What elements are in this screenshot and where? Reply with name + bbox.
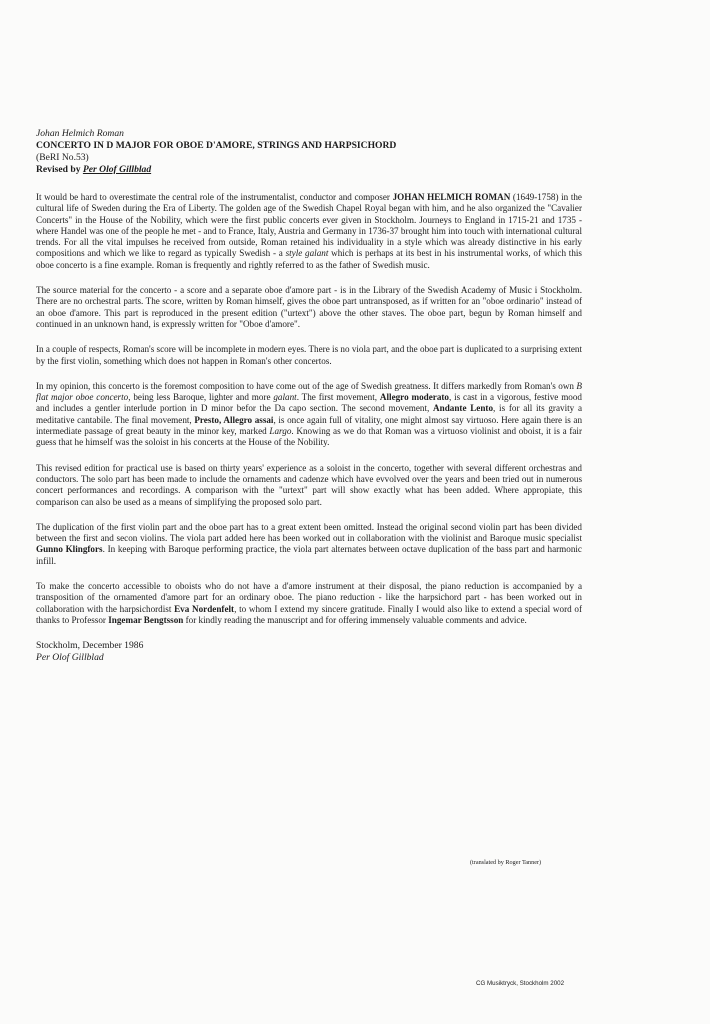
catalog-number: (BeRI No.53) xyxy=(36,152,89,163)
style-term: style galant xyxy=(285,248,329,259)
person-name: Ingemar Bengtsson xyxy=(108,614,184,625)
work-title: B flat major oboe concerto xyxy=(36,380,582,403)
revised-by-line xyxy=(36,164,582,176)
composer-bold: JOHAN HELMICH ROMAN xyxy=(392,192,511,202)
movement-name: Allegro moderato xyxy=(379,392,449,403)
text-run: which is perhaps at its best in his instrumental works, of which this oboe concerto is a fine example. Roman is frequently and rightly referred to as the father of Swedish music. xyxy=(36,248,582,270)
text-run: , is cast in a vigorous, festive mood and includes a gentler interlude portion in D minor befor the Da capo section. The second movement, xyxy=(36,392,582,414)
document-header xyxy=(36,128,582,176)
style-term: galant xyxy=(273,392,297,403)
signature-block xyxy=(36,640,582,664)
text-run: . Knowing as we do that Roman was a virtuoso violinist and oboist, it is a fair guess that he himself was the soloist in his concerts at the House of the Nobility. xyxy=(36,426,582,448)
paragraph-introduction xyxy=(36,192,582,271)
text-run: for kindly reading the manuscript and for offering immensely valuable comments and advice. xyxy=(183,614,527,625)
person-name: Eva Nordenfelt xyxy=(174,603,235,614)
composer-name: Johan Helmich Roman xyxy=(36,128,124,139)
text-run: . In keeping with Baroque performing practice, the viola part alternates between octave duplication of the bass part and harmonic infill. xyxy=(36,544,582,566)
movement-name: Presto, Allegro assai xyxy=(194,414,274,425)
text-run: , to whom I extend my sincere gratitude. Finally I would also like to extend a special word of thanks to Professor xyxy=(36,603,582,625)
paragraph-source-material: The source material for the concerto - a score and a separate oboe d'amore part - is in the Library of the Swedish Academy of Music i Stockholm. There are no orchestral parts. The score, written by Roman himself, gives the oboe part untransposed, as if written for an "oboe ordinario" instead of an oboe d'amore. This part is reproduced in the present edition ("urtext") above the other staves. The oboe part, begun by Roman himself and continued in an unknown hand, is expressly written for "Oboe d'amore". xyxy=(36,285,582,329)
paragraph-revised-edition: This revised edition for practical use is based on thirty years' experience as a soloist in the concerto, together with several different orchestras and conductors. The solo part has been made to include the ornaments and cadenze which have evvolved over the years and been tried out in numerous concert performances and recordings. A comparison with the "urtext" part will show exactly what has been added. Where appropiate, this comparison can also be used as a means of simplifying the proposed solo part. xyxy=(36,462,582,507)
paragraph-incomplete-score: In a couple of respects, Roman's score will be incomplete in modern eyes. There is no viola part, and the oboe part is duplicated to a surprising extent by the first violin, something which does not happen in Roman's other concertos. xyxy=(36,344,582,366)
paragraph-acknowledgements xyxy=(36,581,582,626)
text-run: , is for all its gravity a meditative cantabile. The final movement, xyxy=(36,403,582,425)
place-date: Stockholm, December 1986 xyxy=(36,640,144,652)
text-run: To make the concerto accessible to oboists who do not have a d'amore instrument at their disposal, the piano reduction is accompanied by a transposition of the ornamented d'amore part for an ordinary oboe. The piano reduction - like the harpsichord part - has been worked out in collaboration with the harpsichordist xyxy=(36,581,582,614)
translator-credit: (translated by Roger Tanner) xyxy=(470,859,542,866)
paragraph-opinion xyxy=(36,381,582,449)
signature-name: Per Olof Gillblad xyxy=(36,652,104,664)
tempo-term: Largo xyxy=(269,426,292,437)
person-name: Gunno Klingfors xyxy=(36,544,103,555)
text-run: , being less Baroque, lighter and more xyxy=(128,392,274,403)
movement-name: Andante Lento xyxy=(433,403,494,414)
concerto-title: CONCERTO IN D MAJOR FOR OBOE D'AMORE, STRINGS AND HARPSICHORD xyxy=(36,140,397,151)
revised-by-label: Revised by xyxy=(36,164,83,175)
publisher-footer: CG Musiktryck, Stockholm 2002 xyxy=(476,980,565,987)
text-run: . The first movement, xyxy=(296,392,380,403)
document-body xyxy=(36,128,582,664)
text-run: , is once again full of vitality, one might almost say virtuoso. Here again there is an intermediate passage of great beauty in the minor key, marked xyxy=(36,414,583,437)
text-run: It would be hard to overestimate the central role of the instrumentalist, conductor and composer xyxy=(36,192,393,202)
paragraph-duplication xyxy=(36,522,582,567)
text-run: The duplication of the first violin part and the oboe part has to a great extent been omitted. Instead the original second violin part has been divided between the first and secon violins. The viola part added here has been worked out in collaboration with the violinist and Baroque music specialist xyxy=(36,521,582,544)
text-run: In my opinion, this concerto is the foremost composition to have come out of the age of Swedish greatness. It differs markedly from Roman's own xyxy=(36,380,577,391)
text-run: (1649-1758) in the cultural life of Sweden during the Era of Liberty. The golden age of the Swedish Chapel Royal began with him, and he also organized the "Cavalier Concerts" in the House of the Nobility, which were the first public concerts ever given in Stockholm. Journeys to England in 1715-21 and 1735 - where Handel was one of the people he met - and to France, Italy, Austria and Germany in 1736-37 brought him into touch with international cultural trends. For all the vital impulses he received from outside, Roman retained his individuality in a style which was already distinctive in his early compositions and which we like to regard as typically Swedish - a xyxy=(36,192,582,259)
reviser-name: Per Olof Gillblad xyxy=(82,164,152,175)
